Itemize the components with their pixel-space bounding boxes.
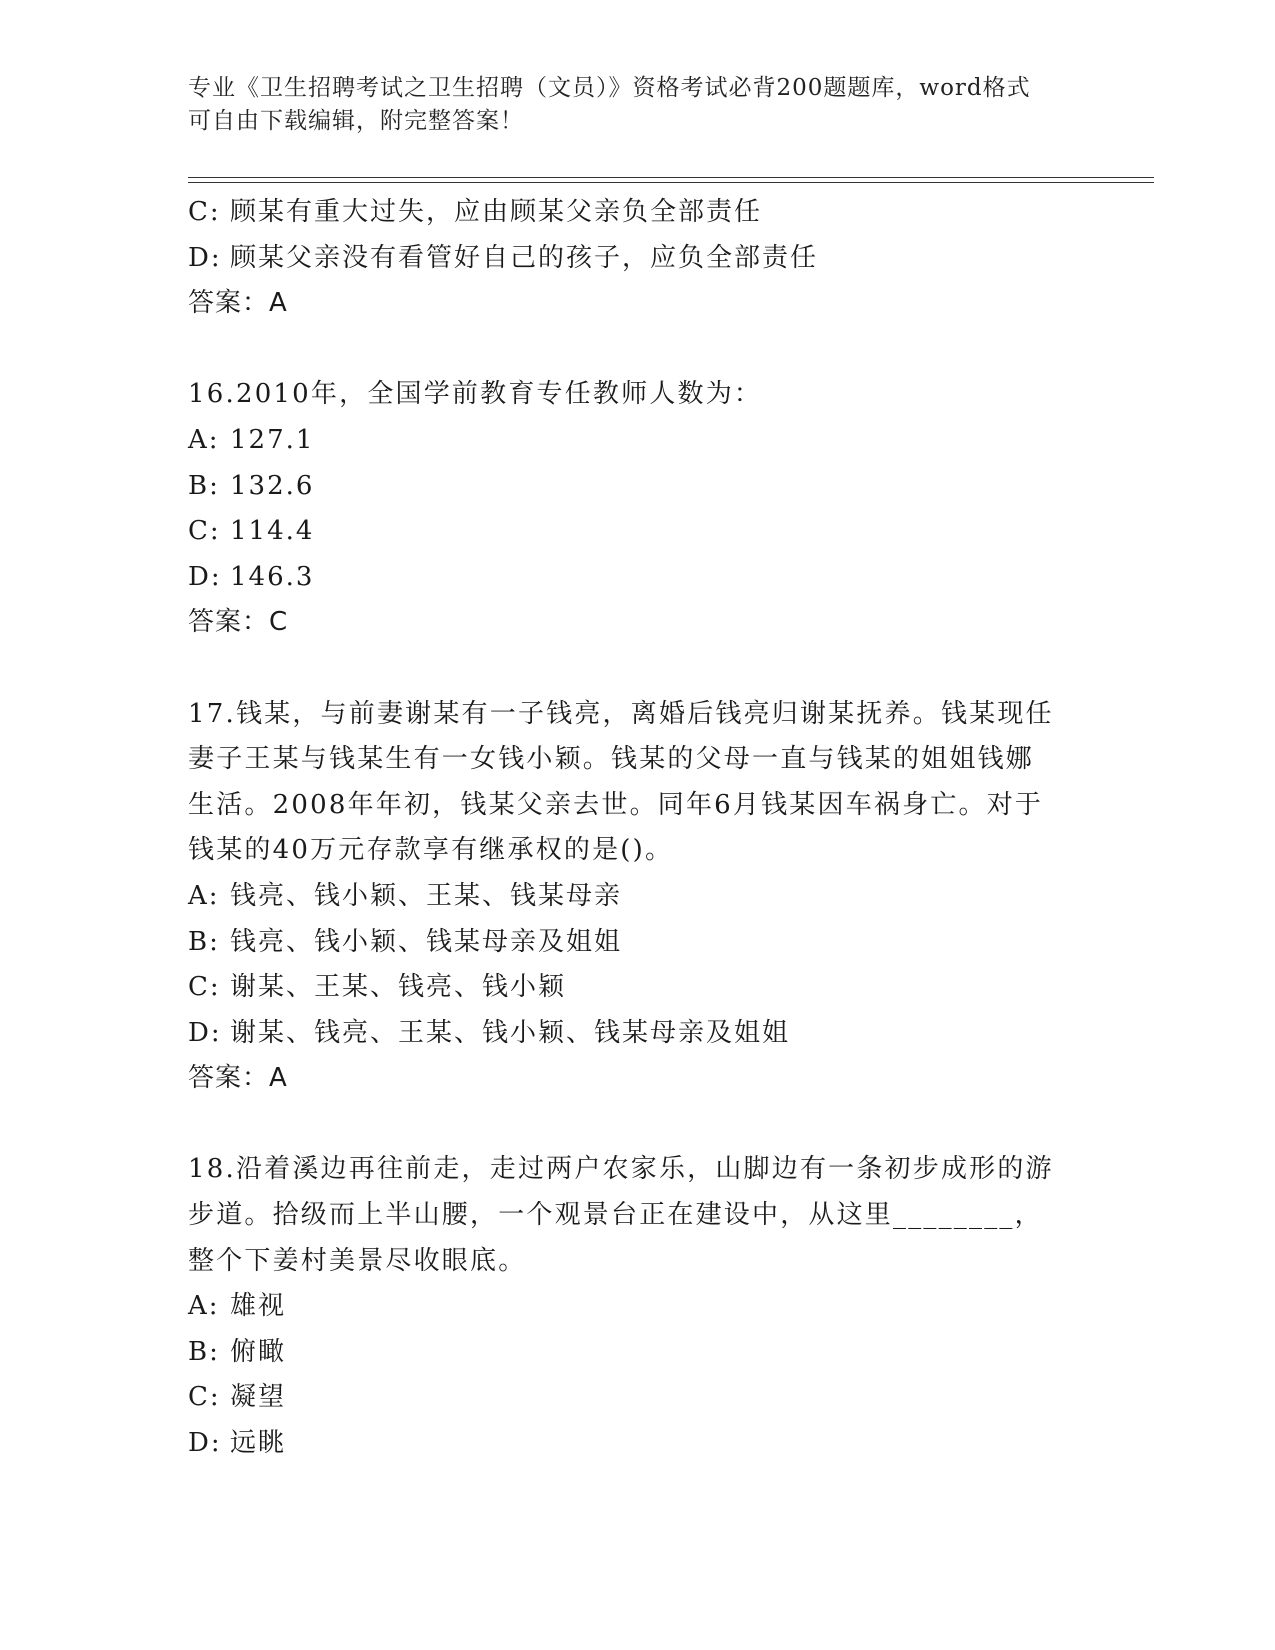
option-d: D: 谢某、钱亮、王某、钱小颖、钱某母亲及姐姐 (188, 1017, 791, 1048)
option-d: D: 146.3 (188, 561, 315, 592)
question-text: 16.2010年，全国学前教育专任教师人数为： (188, 379, 763, 410)
question-text-line-3: 整个下姜村美景尽收眼底。 (188, 1245, 527, 1276)
question-text-line-3: 生活。2008年年初，钱某父亲去世。同年6月钱某因车祸身亡。对于 (188, 789, 1044, 820)
spacer (188, 646, 1088, 692)
option-c: C: 凝望 (188, 1382, 287, 1413)
header-line-1: 专业《卫生招聘考试之卫生招聘（文员）》资格考试必背200题题库，word格式 (188, 75, 1031, 101)
answer-line: 答案：C (188, 607, 289, 638)
header-line-2: 可自由下载编辑，附完整答案！ (188, 108, 524, 134)
option-d: D: 顾某父亲没有看管好自己的孩子，应负全部责任 (188, 242, 819, 273)
previous-question-tail (188, 190, 1088, 327)
question-18 (188, 1147, 1088, 1466)
question-17 (188, 692, 1088, 1102)
option-c: C: 顾某有重大过失，应由顾某父亲负全部责任 (188, 197, 763, 227)
question-text-line-1: 18.沿着溪边再往前走，走过两户农家乐，山脚边有一条初步成形的游 (188, 1154, 1054, 1185)
question-text-line-2: 步道。拾级而上半山腰，一个观景台正在建设中，从这里________， (188, 1200, 1043, 1231)
option-c: C: 谢某、王某、钱亮、钱小颖 (188, 972, 567, 1003)
document-header (188, 72, 1068, 138)
option-a: A: 钱亮、钱小颖、王某、钱某母亲 (188, 880, 623, 911)
question-list (188, 190, 1088, 1467)
question-text-line-4: 钱某的40万元存款享有继承权的是()。 (188, 835, 674, 866)
header-divider-bottom (188, 182, 1154, 183)
question-text-line-2: 妻子王某与钱某生有一女钱小颖。钱某的父母一直与钱某的姐姐钱娜 (188, 744, 1035, 775)
option-d: D: 远眺 (188, 1428, 287, 1459)
option-c: C: 114.4 (188, 516, 315, 547)
question-16 (188, 372, 1088, 646)
option-a: A: 127.1 (188, 424, 315, 455)
option-a: A: 雄视 (188, 1291, 287, 1322)
option-b: B: 钱亮、钱小颖、钱某母亲及姐姐 (188, 926, 623, 957)
question-text-line-1: 17.钱某，与前妻谢某有一子钱亮，离婚后钱亮归谢某抚养。钱某现任 (188, 698, 1054, 729)
answer-line: 答案：A (188, 288, 288, 319)
spacer (188, 1102, 1088, 1148)
option-b: B: 132.6 (188, 470, 315, 501)
spacer (188, 327, 1088, 373)
answer-line: 答案：A (188, 1063, 288, 1094)
header-divider-top (188, 177, 1154, 178)
option-b: B: 俯瞰 (188, 1336, 287, 1367)
